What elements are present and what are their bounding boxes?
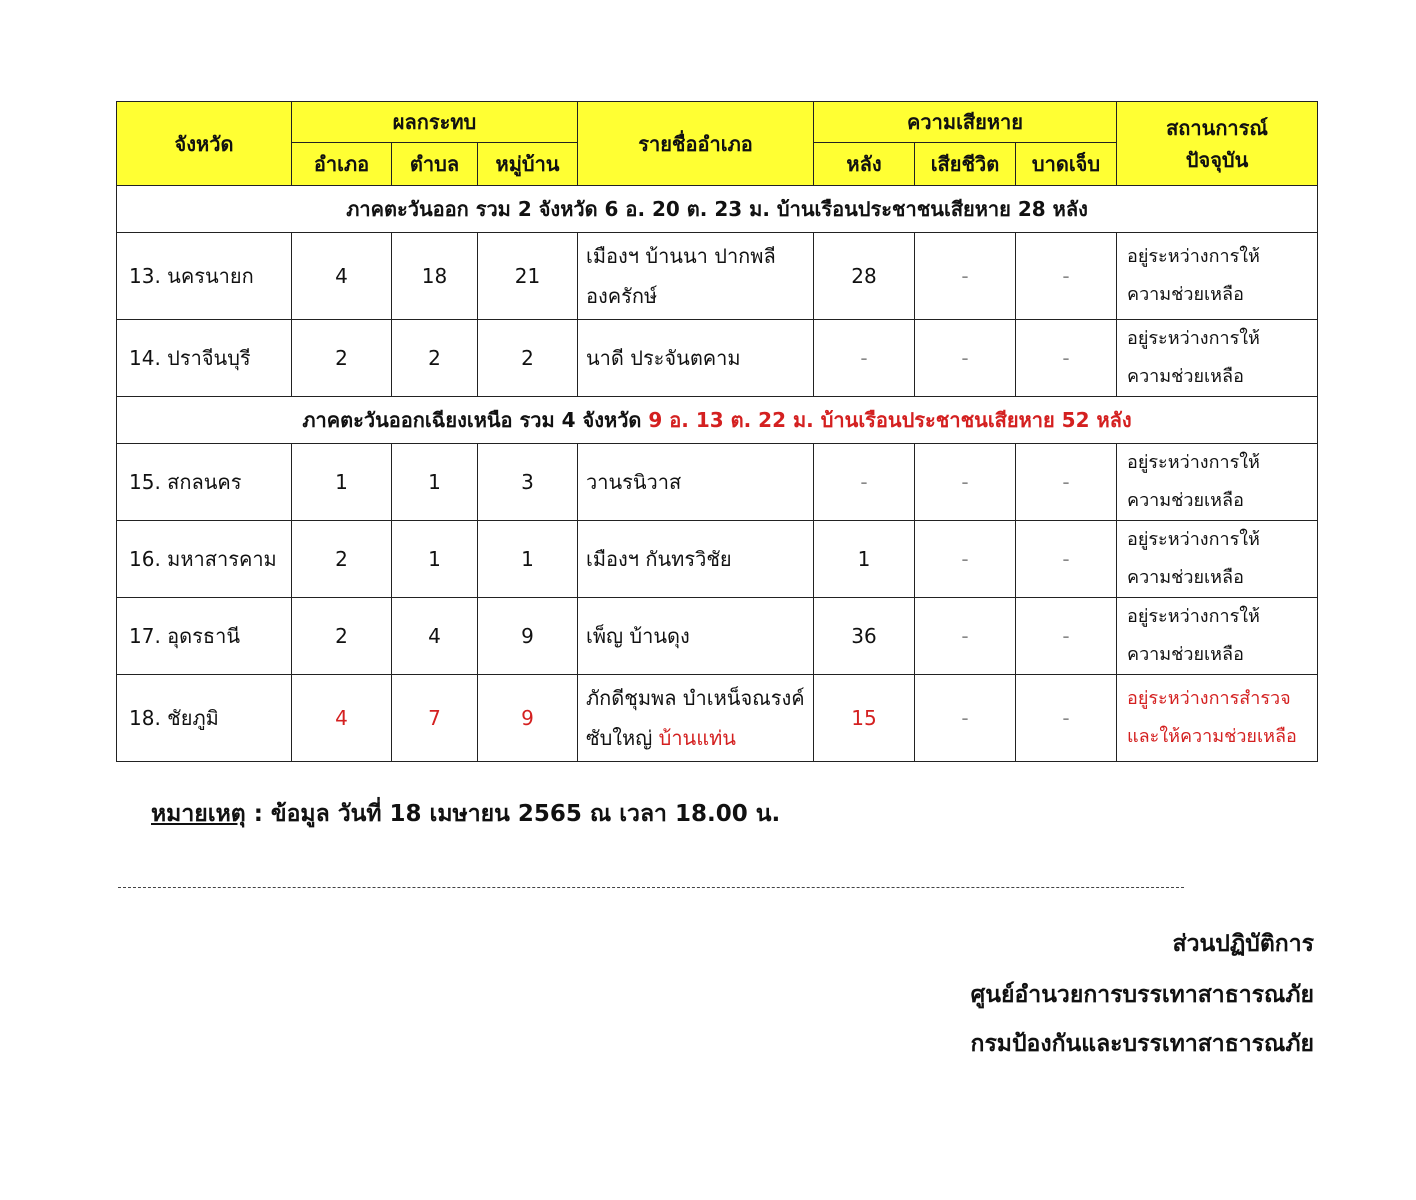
status-cell (1117, 233, 1318, 320)
table-row (117, 521, 1318, 598)
houses-cell: 15 (814, 675, 915, 762)
note-text: : ข้อมูล วันที่ 18 เมษายน 2565 ณ เวลา 18.00 น. (245, 801, 781, 827)
injured-cell: - (1016, 444, 1117, 521)
houses-cell: - (814, 444, 915, 521)
district-cell: เมืองฯ กันทรวิชัย (578, 521, 814, 598)
injured-cell: - (1016, 521, 1117, 598)
tambon-cell: 18 (392, 233, 478, 320)
status-line2: ความช่วยเหลือ (1127, 366, 1244, 387)
amphoe-cell: 2 (292, 598, 392, 675)
status-line1: อยู่ระหว่างการให้ (1127, 452, 1260, 473)
header-houses: หลัง (814, 143, 915, 186)
status-line1: อยู่ระหว่างการให้ (1127, 606, 1260, 627)
table-row (117, 320, 1318, 397)
injured-cell: - (1016, 598, 1117, 675)
header-village: หมู่บ้าน (478, 143, 578, 186)
district-line1: เมืองฯ บ้านนา ปากพลี (586, 244, 776, 268)
status-line2: ความช่วยเหลือ (1127, 567, 1244, 588)
region-title-black: ภาคตะวันออกเฉียงเหนือ รวม 4 จังหวัด (302, 408, 642, 432)
tambon-cell: 4 (392, 598, 478, 675)
tambon-cell: 1 (392, 444, 478, 521)
houses-cell: 36 (814, 598, 915, 675)
amphoe-cell: 1 (292, 444, 392, 521)
region-title-red: 9 อ. 13 ต. 22 ม. บ้านเรือนประชาชนเสียหาย 52 หลัง (648, 408, 1132, 432)
note (151, 796, 780, 832)
deaths-cell: - (915, 521, 1016, 598)
header-deaths: เสียชีวิต (915, 143, 1016, 186)
village-cell: 21 (478, 233, 578, 320)
header-damage: ความเสียหาย (814, 102, 1117, 143)
status-line1: อยู่ระหว่างการให้ (1127, 529, 1260, 550)
deaths-cell: - (915, 675, 1016, 762)
tambon-cell: 2 (392, 320, 478, 397)
province-cell: 15. สกลนคร (117, 444, 292, 521)
signature-line1: ส่วนปฏิบัติการ (1172, 931, 1314, 957)
table-row (117, 444, 1318, 521)
table-row (117, 598, 1318, 675)
province-cell: 16. มหาสารคาม (117, 521, 292, 598)
deaths-cell: - (915, 444, 1016, 521)
status-cell (1117, 675, 1318, 762)
province-cell: 14. ปราจีนบุรี (117, 320, 292, 397)
injured-cell: - (1016, 320, 1117, 397)
amphoe-cell: 4 (292, 675, 392, 762)
header-status-line1: สถานการณ์ (1166, 115, 1268, 140)
deaths-cell: - (915, 320, 1016, 397)
header-province: จังหวัด (117, 102, 292, 186)
signature-line3: กรมป้องกันและบรรเทาสาธารณภัย (970, 1031, 1314, 1057)
status-line1: อยู่ระหว่างการสำรวจ (1127, 688, 1291, 709)
village-cell: 1 (478, 521, 578, 598)
header-status-line2: ปัจจุบัน (1185, 147, 1249, 172)
region-title (117, 397, 1318, 444)
region-row-east (117, 186, 1318, 233)
district-cell (578, 675, 814, 762)
note-label: หมายเหตุ (151, 801, 246, 827)
table-row (117, 675, 1318, 762)
amphoe-cell: 4 (292, 233, 392, 320)
province-cell: 17. อุดรธานี (117, 598, 292, 675)
district-line1: ภักดีชุมพล บำเหน็จณรงค์ (586, 686, 805, 710)
signature-line2: ศูนย์อำนวยการบรรเทาสาธารณภัย (970, 982, 1314, 1008)
status-cell (1117, 598, 1318, 675)
dashed-divider (118, 887, 1184, 888)
deaths-cell: - (915, 598, 1016, 675)
tambon-cell: 1 (392, 521, 478, 598)
district-cell (578, 233, 814, 320)
amphoe-cell: 2 (292, 521, 392, 598)
village-cell: 3 (478, 444, 578, 521)
houses-cell: - (814, 320, 915, 397)
status-line2: ความช่วยเหลือ (1127, 490, 1244, 511)
tambon-cell: 7 (392, 675, 478, 762)
district-line2-black: ซับใหญ่ (586, 726, 653, 750)
header-impact: ผลกระทบ (292, 102, 578, 143)
status-cell (1117, 320, 1318, 397)
province-cell: 13. นครนายก (117, 233, 292, 320)
district-line2-red: บ้านแท่น (658, 726, 736, 750)
houses-cell: 28 (814, 233, 915, 320)
houses-cell: 1 (814, 521, 915, 598)
status-line2: ความช่วยเหลือ (1127, 284, 1244, 305)
disaster-report-table (116, 101, 1318, 762)
status-line1: อยู่ระหว่างการให้ (1127, 328, 1260, 349)
status-line2: และให้ความช่วยเหลือ (1127, 726, 1297, 747)
status-line2: ความช่วยเหลือ (1127, 644, 1244, 665)
district-cell: วานรนิวาส (578, 444, 814, 521)
region-row-northeast (117, 397, 1318, 444)
district-line2: องครักษ์ (586, 284, 658, 308)
status-cell (1117, 444, 1318, 521)
deaths-cell: - (915, 233, 1016, 320)
header-tambon: ตำบล (392, 143, 478, 186)
injured-cell: - (1016, 233, 1117, 320)
amphoe-cell: 2 (292, 320, 392, 397)
header-district-list: รายชื่ออำเภอ (578, 102, 814, 186)
status-line1: อยู่ระหว่างการให้ (1127, 246, 1260, 267)
district-line2 (586, 718, 805, 758)
status-cell (1117, 521, 1318, 598)
injured-cell: - (1016, 675, 1117, 762)
village-cell: 9 (478, 675, 578, 762)
table-row (117, 233, 1318, 320)
region-title: ภาคตะวันออก รวม 2 จังหวัด 6 อ. 20 ต. 23 ม. บ้านเรือนประชาชนเสียหาย 28 หลัง (117, 186, 1318, 233)
province-cell: 18. ชัยภูมิ (117, 675, 292, 762)
district-cell: เพ็ญ บ้านดุง (578, 598, 814, 675)
district-cell: นาดี ประจันตคาม (578, 320, 814, 397)
header-amphoe: อำเภอ (292, 143, 392, 186)
village-cell: 9 (478, 598, 578, 675)
header-injured: บาดเจ็บ (1016, 143, 1117, 186)
village-cell: 2 (478, 320, 578, 397)
header-status (1117, 102, 1318, 186)
